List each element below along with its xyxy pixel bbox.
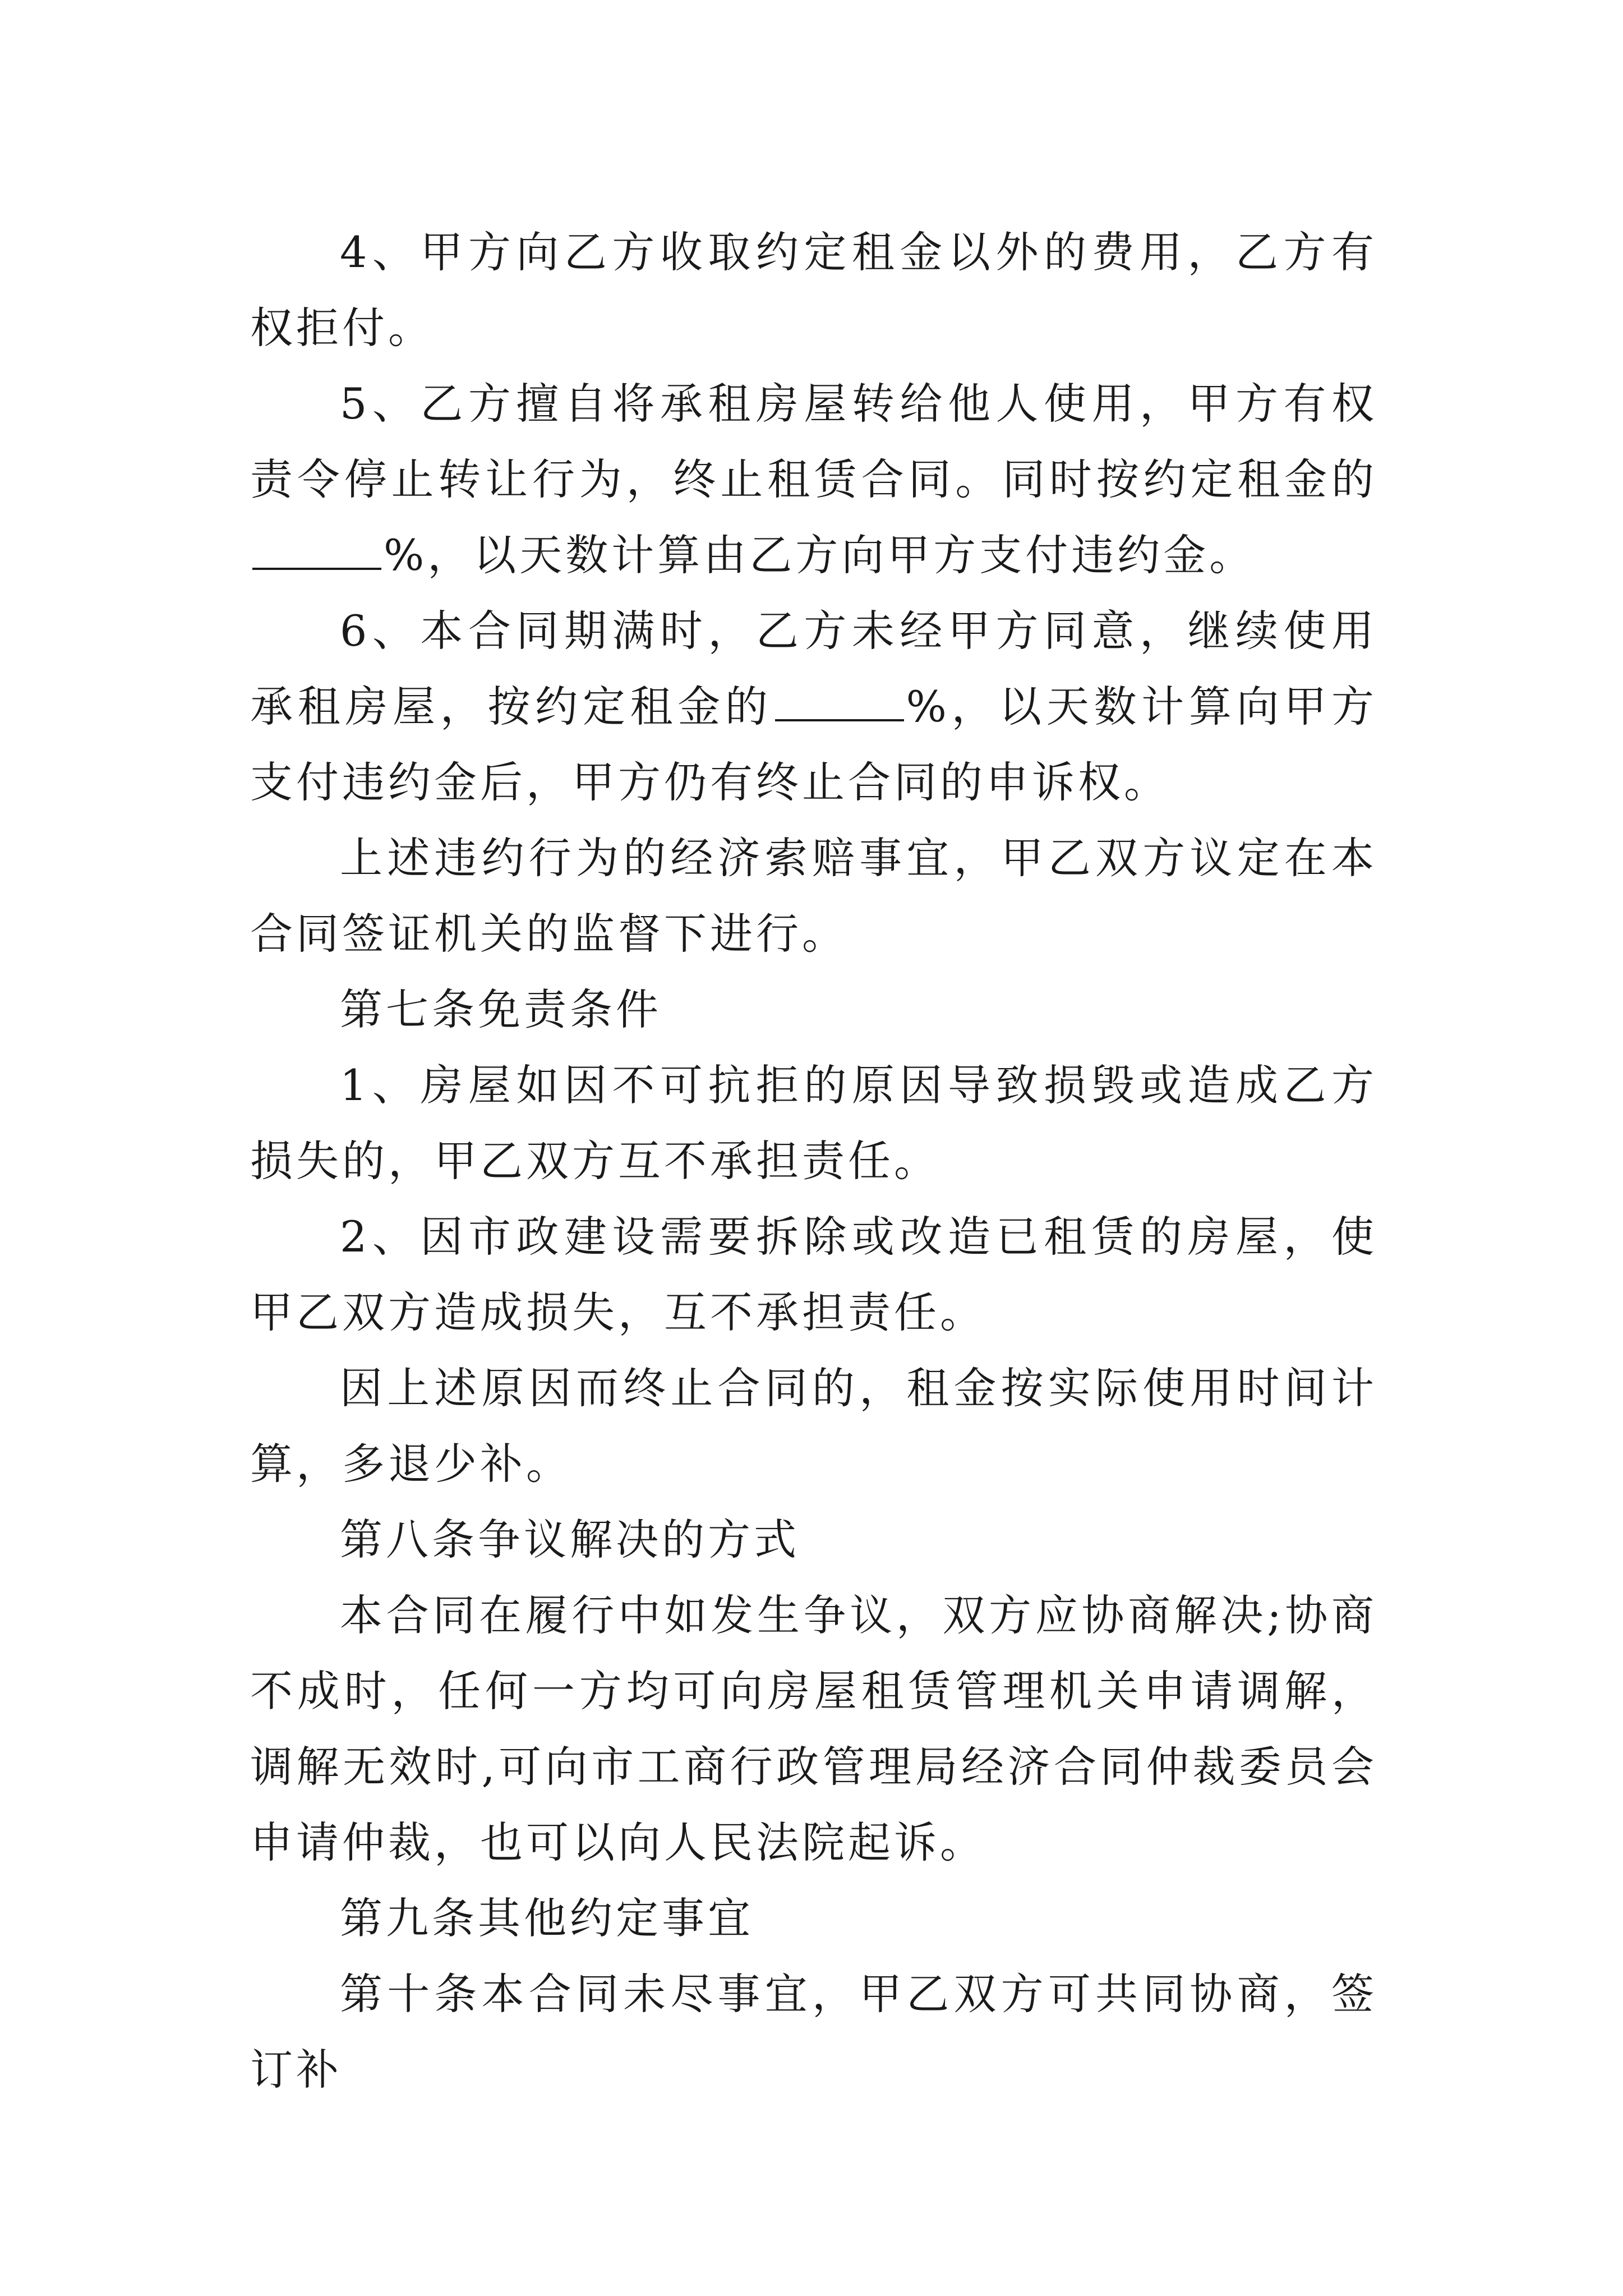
article-10-paragraph [250, 1956, 1377, 2108]
exemption-item-1 [250, 1047, 1377, 1199]
clause-item-6-text-a: 6、本合同期满时，乙方未经甲方同意，继续使用承租房屋，按约定租金的 [250, 606, 1377, 731]
clause-item-5-text-b: %，以天数计算由乙方向甲方支付违约金。 [384, 530, 1256, 580]
clause-item-5-text-a: 5、乙方擅自将承租房屋转给他人使用，甲方有权责令停止转让行为，终止租赁合同。同时按约定租金的 [250, 379, 1377, 504]
termination-rent-text: 因上述原因而终止合同的，租金按实际使用时间计算，多退少补。 [250, 1363, 1377, 1489]
dispute-resolution-paragraph [250, 1577, 1377, 1880]
article-9-heading-text: 第九条其他约定事宜 [340, 1893, 754, 1943]
clause-item-6 [250, 593, 1377, 820]
article-7-heading [250, 972, 1377, 1047]
fill-in-blank [252, 525, 381, 570]
exemption-item-1-text: 1、房屋如因不可抗拒的原因导致损毁或造成乙方损失的，甲乙双方互不承担责任。 [250, 1060, 1377, 1186]
article-8-heading-text: 第八条争议解决的方式 [340, 1515, 800, 1565]
exemption-item-2-text: 2、因市政建设需要拆除或改造已租赁的房屋，使甲乙双方造成损失，互不承担责任。 [250, 1212, 1377, 1337]
article-7-heading-text: 第七条免责条件 [340, 984, 662, 1034]
clause-item-5 [250, 366, 1377, 593]
exemption-item-2 [250, 1199, 1377, 1350]
article-9-heading [250, 1880, 1377, 1956]
breach-compensation-paragraph [250, 820, 1377, 972]
article-10-text: 第十条本合同未尽事宜，甲乙双方可共同协商，签订补 [250, 1969, 1377, 2095]
clause-item-6-text-b: %，以天数计算向甲方支付违约金后，甲方仍有终止合同的申诉权。 [250, 682, 1378, 807]
article-8-heading [250, 1502, 1377, 1577]
clause-item-4-text: 4、甲方向乙方收取约定租金以外的费用，乙方有权拒付。 [250, 227, 1377, 353]
breach-compensation-text: 上述违约行为的经济索赔事宜，甲乙双方议定在本合同签证机关的监督下进行。 [250, 833, 1377, 959]
document-body [250, 214, 1377, 2108]
termination-rent-paragraph [250, 1350, 1377, 1502]
clause-item-4 [250, 214, 1377, 366]
dispute-resolution-text: 本合同在履行中如发生争议，双方应协商解决;协商不成时，任何一方均可向房屋租赁管理机关申请调解，调解无效时,可向市工商行政管理局经济合同仲裁委员会申请仲裁，也可以向人民法院起诉。 [250, 1590, 1377, 1867]
fill-in-blank [775, 677, 904, 721]
